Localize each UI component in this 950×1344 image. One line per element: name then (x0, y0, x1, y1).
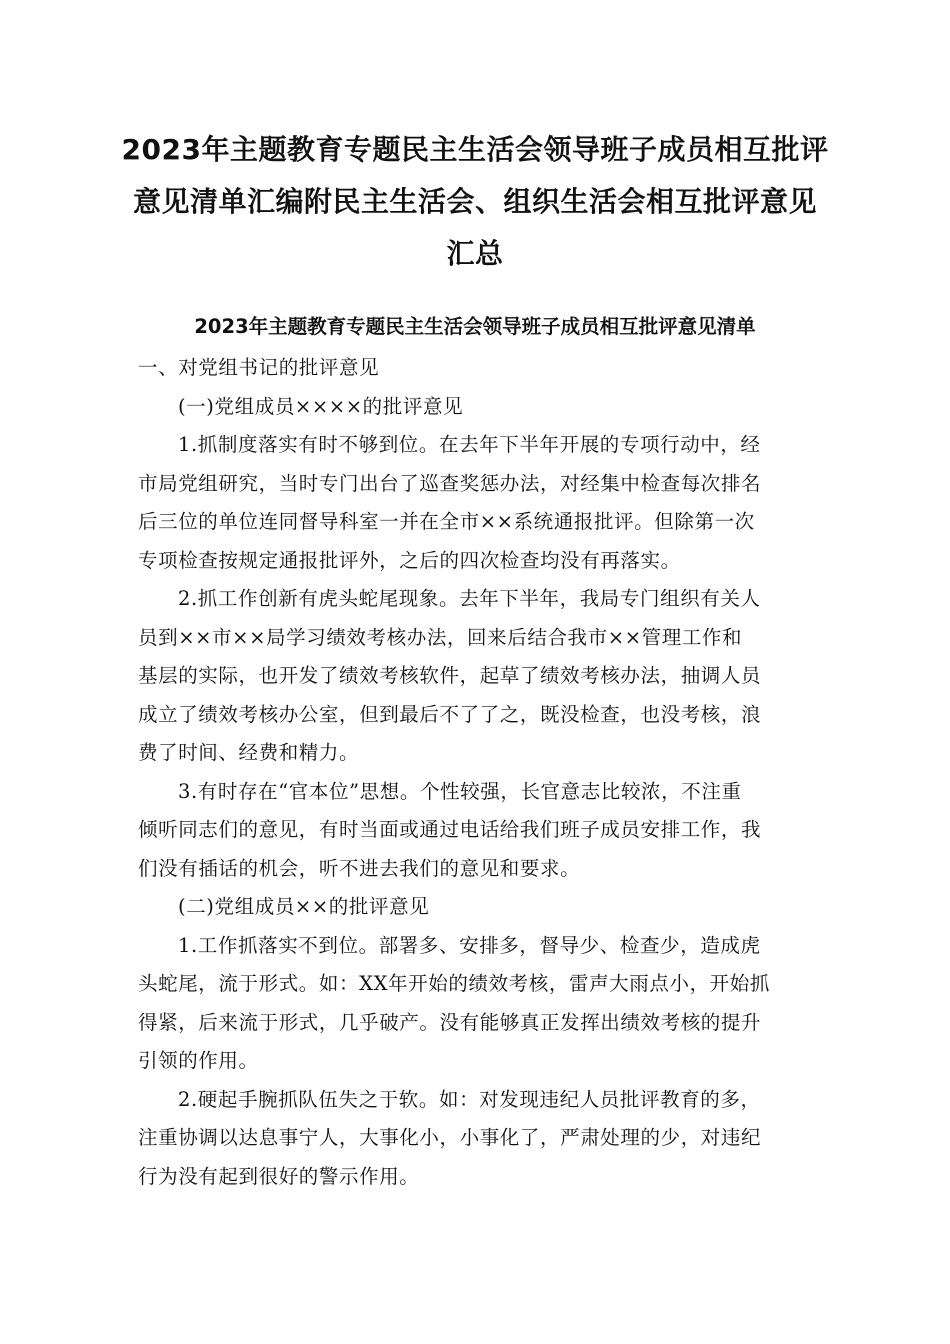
section-title: 2023年主题教育专题民主生活会领导班子成员相互批评意见清单 (194, 315, 756, 338)
paragraph-line: 2.硬起手腕抓队伍失之于软。如：对发现违纪人员批评教育的多， (178, 1087, 761, 1111)
heading-level-1: 一、对党组书记的批评意见 (138, 356, 380, 379)
paragraph-line: 员到××市××局学习绩效考核办法，回来后结合我市××管理工作和 (138, 625, 743, 649)
document-title (120, 124, 830, 280)
paragraph-line: 市局党组研究，当时专门出台了巡查奖惩办法，对经集中检查每次排名 (138, 471, 762, 495)
paragraph-line: 专项检查按规定通报批评外，之后的四次检查均没有再落实。 (138, 548, 681, 572)
document-body (138, 349, 838, 1196)
paragraph-line: 得紧，后来流于形式，几乎破产。没有能够真正发挥出绩效考核的提升 (138, 1010, 762, 1034)
paragraph-line: 1.工作抓落实不到位。部署多、安排多，督导少、检查少，造成虎 (178, 933, 761, 957)
paragraph-line: 注重协调以达息事宁人，大事化小，小事化了，严肃处理的少，对违纪 (138, 1126, 762, 1149)
paragraph-line: 引领的作用。 (138, 1049, 259, 1072)
title-line: 2023年主题教育专题民主生活会领导班子成员相互批评 (121, 133, 829, 166)
paragraph-line: 头蛇尾，流于形式。如：XX年开始的绩效考核，雷声大雨点小，开始抓 (138, 972, 770, 995)
paragraph-line: 2.抓工作创新有虎头蛇尾现象。去年下半年，我局专门组织有关人 (178, 587, 761, 610)
paragraph-line: 1.抓制度落实有时不够到位。在去年下半年开展的专项行动中，经 (178, 433, 761, 456)
paragraph-line: 倾听同志们的意见，有时当面或通过电话给我们班子成员安排工作，我 (138, 818, 762, 841)
title-line: 意见清单汇编附民主生活会、组织生活会相互批评意见 (132, 185, 817, 218)
paragraph-line: 3.有时存在“官本位”思想。个性较强，长官意志比较浓，不注重 (178, 779, 742, 803)
paragraph-line: 们没有插话的机会，听不进去我们的意见和要求。 (138, 856, 581, 880)
title-line: 汇总 (446, 237, 504, 270)
paragraph-line: 基层的实际，也开发了绩效考核软件，起草了绩效考核办法，抽调人员 (138, 664, 762, 687)
paragraph-line: 费了时间、经费和精力。 (138, 741, 360, 764)
paragraph-line: 行为没有起到很好的警示作用。 (138, 1164, 420, 1188)
heading-level-2: (一)党组成员××××的批评意见 (178, 394, 464, 418)
heading-level-2: (二)党组成员××的批评意见 (178, 895, 430, 918)
paragraph-line: 后三位的单位连同督导科室一并在全市××系统通报批评。但除第一次 (138, 510, 755, 533)
paragraph-line: 成立了绩效考核办公室，但到最后不了了之，既没检查，也没考核，浪 (138, 702, 762, 726)
